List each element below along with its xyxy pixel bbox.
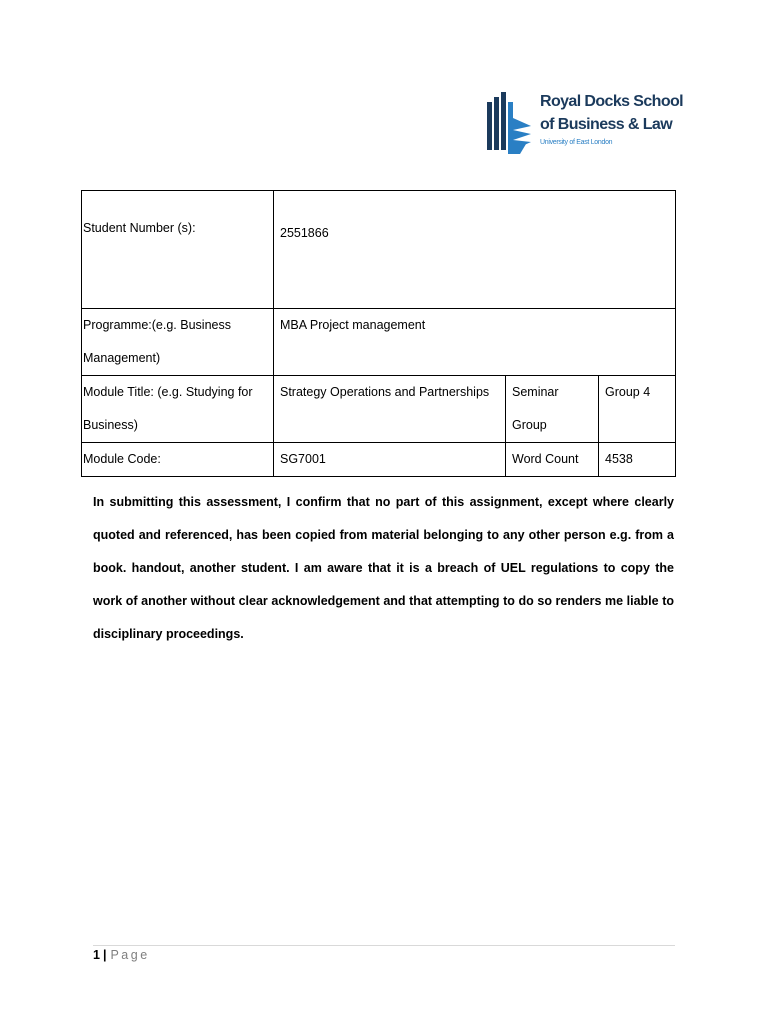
seminar-group-value: Group 4 [599,376,676,443]
logo-text-line2: of Business & Law [540,116,673,133]
word-count-value: 4538 [599,443,676,477]
programme-value: MBA Project management [274,309,676,376]
school-emblem-icon [486,90,536,156]
cover-sheet-table [81,190,676,477]
word-count-label: Word Count [506,443,599,477]
table-row [82,309,676,376]
logo-text-line1: Royal Docks School [540,93,684,110]
university-logo [486,90,686,156]
module-title-value: Strategy Operations and Partnerships [274,376,506,443]
page-footer [93,948,150,962]
table-row [82,443,676,477]
page-label: Page [110,948,150,962]
student-number-label: Student Number (s): [82,191,274,309]
logo-text-line3: University of East London [540,139,613,146]
table-row [82,191,676,309]
page-number: 1 [93,948,100,962]
programme-label: Programme:(e.g. Business Management) [82,309,274,376]
seminar-group-label: Seminar Group [506,376,599,443]
module-code-value: SG7001 [274,443,506,477]
footer-separator: | [102,948,107,962]
module-title-label: Module Title: (e.g. Studying for Business) [82,376,274,443]
module-code-label: Module Code: [82,443,274,477]
table-row [82,376,676,443]
student-number-value: 2551866 [274,191,676,309]
footer-divider [93,945,675,946]
plagiarism-declaration: In submitting this assessment, I confirm that no part of this assignment, except where clearly quoted and referenced, has been copied from material belonging to any other person e.g. from a book. handout, another student. I am aware that it is a breach of UEL regulations to copy the work of another without clear acknowledgement and that attempting to do so renders me liable to disciplinary proceedings. [93,495,674,641]
